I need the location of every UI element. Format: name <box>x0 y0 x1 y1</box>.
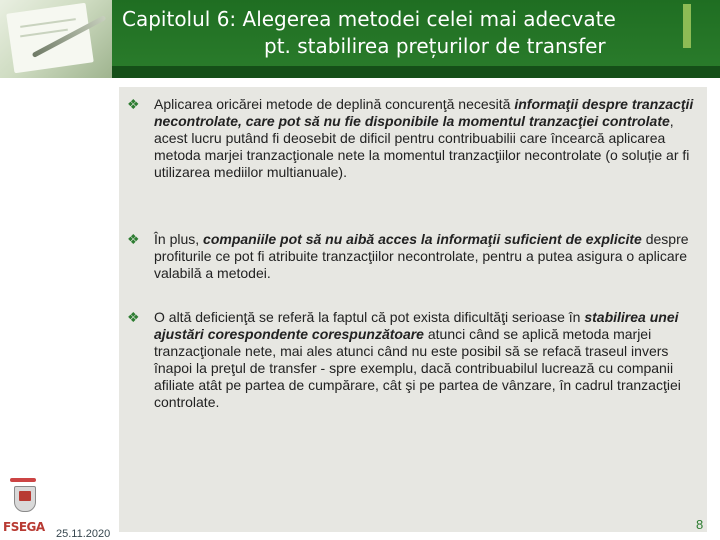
title-line-2: pt. stabilirea prețurilor de transfer <box>264 34 606 58</box>
bullet-text-segment: În plus, <box>154 231 204 247</box>
bullet-item <box>127 309 702 411</box>
diamond-bullet-icon: ❖ <box>127 231 140 247</box>
content-panel <box>119 87 707 532</box>
title-line-1: Capitolul 6: Alegerea metodei celei mai adecvate <box>122 7 616 31</box>
bullet-text <box>154 309 702 411</box>
bullet-emphasis: companiile pot să nu aibă acces la informaţii suficient de explicite <box>203 231 642 247</box>
header-bottom-bar <box>112 66 720 78</box>
bullet-text-segment: despre profiturile ce pot fi atribuite tranzacţiilor necontrolate, pentru a putea asigura o aplicare valabilă a metodei. <box>154 231 689 281</box>
paper-image <box>6 3 94 74</box>
diamond-bullet-icon: ❖ <box>127 96 140 112</box>
bullet-text <box>154 96 702 181</box>
header-band <box>0 0 720 78</box>
page-number: 8 <box>696 517 704 532</box>
logo-text: FSEGA <box>3 520 45 534</box>
bullet-text-segment: Aplicarea oricărei metode de deplină concurenţă necesită <box>154 96 515 112</box>
logo-ribbon <box>10 478 36 482</box>
bullet-text <box>154 231 702 282</box>
bullet-text-segment: atunci când se aplică metoda marjei tranzacţionale nete, mai ales atunci când nu este posibil să se refacă traseul invers înapoi la preţul de transfer - spre exemplu, dacă contribuabilul lucrează cu companii afiliate atât pe partea de cumpărare, cât şi pe partea de vânzare, în cadrul tranzacţiei controlate. <box>154 326 681 410</box>
fsega-logo <box>2 476 46 536</box>
slide-title <box>116 6 706 60</box>
bullet-text-segment: , acest lucru putând fi deosebit de dificil pentru contribuabilii care încearcă aplicarea metoda marjei tranzacţionale nete la momentul tranzacţiilor necontrolate (o soluție ar fi utilizarea mediilor multianuale). <box>154 113 690 180</box>
bullet-item <box>127 231 702 282</box>
bullet-text-segment: O altă deficienţă se referă la faptul că pot exista dificultăţi serioase în <box>154 309 585 325</box>
logo-crest-icon <box>14 486 36 512</box>
header-pen-photo <box>0 0 112 78</box>
bullet-item <box>127 96 702 181</box>
diamond-bullet-icon: ❖ <box>127 309 140 325</box>
bullet-emphasis: informaţii despre tranzacţii necontrolate, care pot să nu fie disponibile la momentul tranzacţiei controlate <box>154 96 694 129</box>
bullet-emphasis: stabilirea unei ajustări corespondente corespunzătoare <box>154 309 679 342</box>
footer-date: 25.11.2020 <box>56 528 111 540</box>
